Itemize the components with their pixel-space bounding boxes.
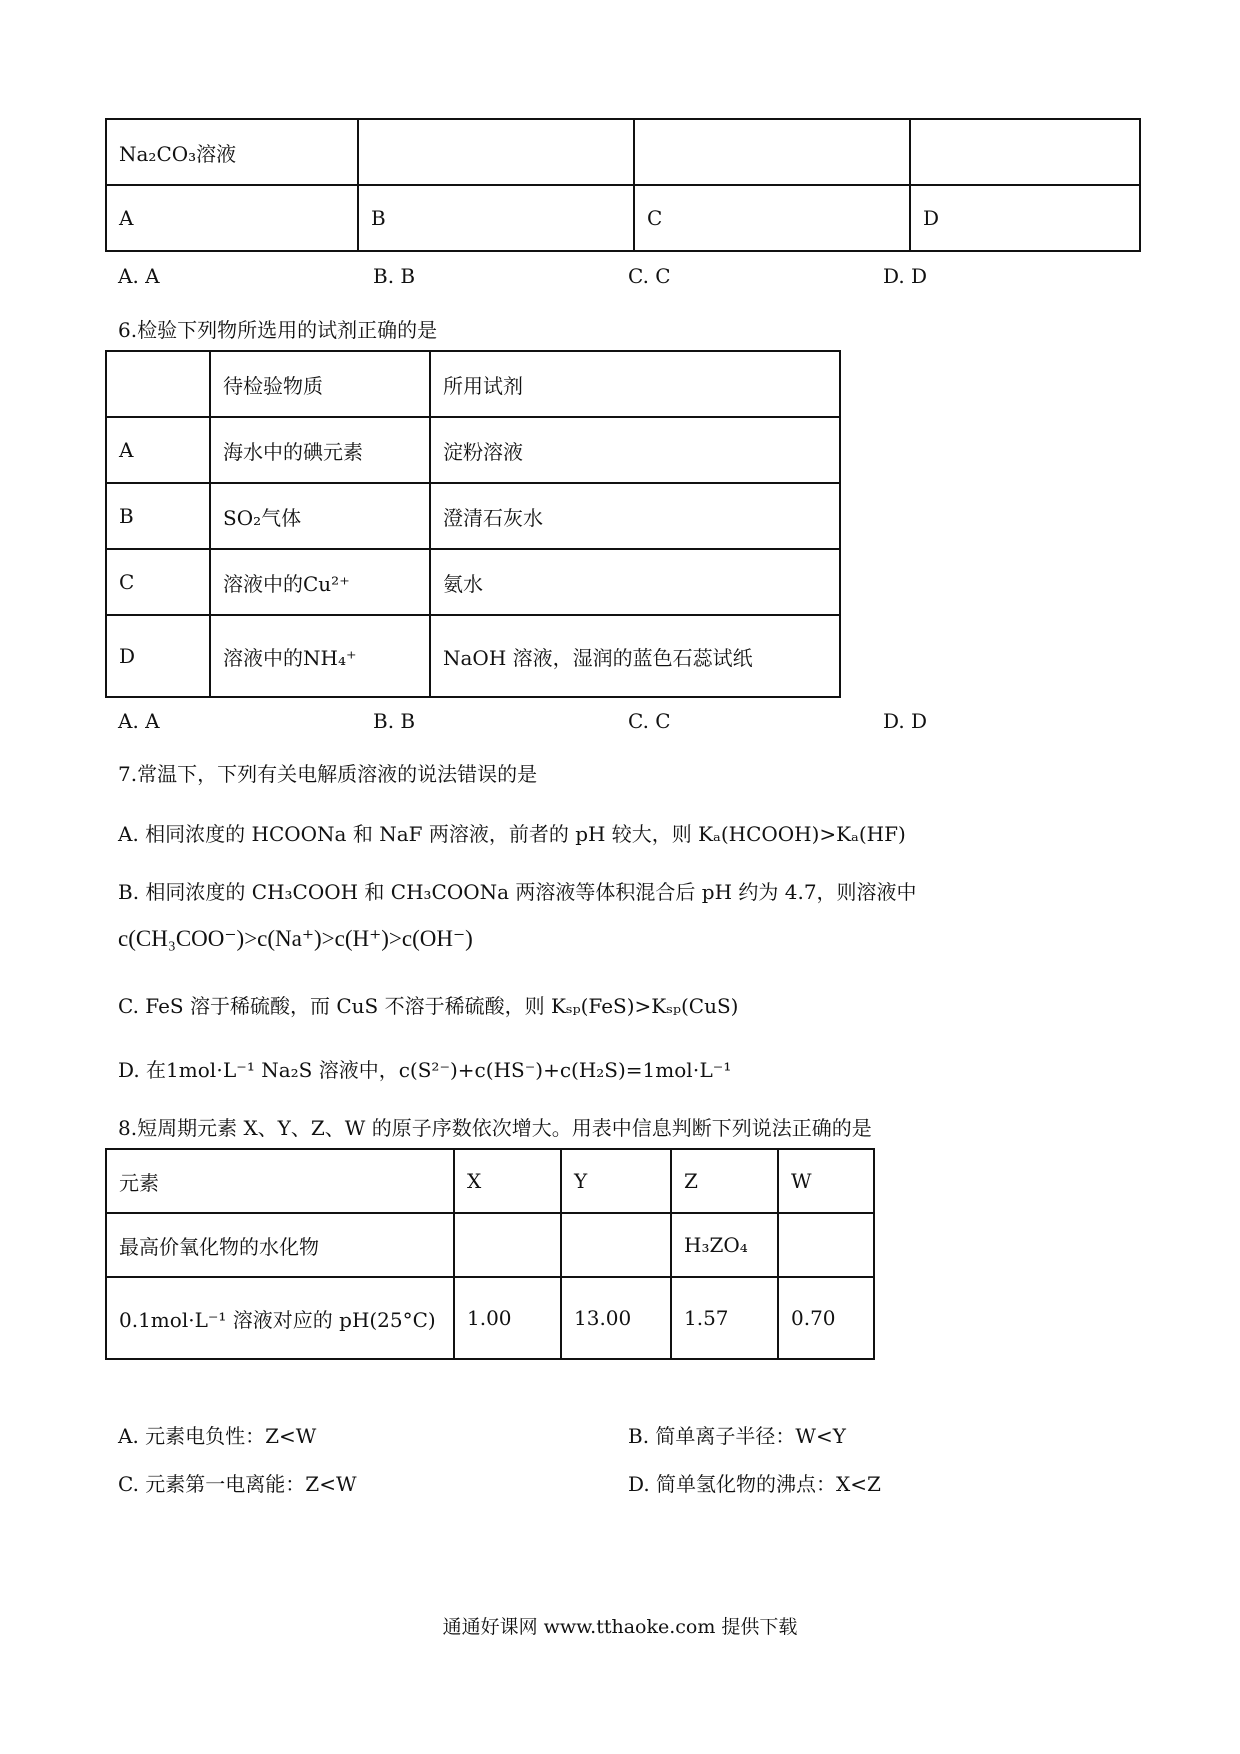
- q8-option-d[interactable]: D. 简单氢化物的沸点：X<Z: [628, 1472, 881, 1496]
- q8-header-cell: 元素: [106, 1149, 454, 1213]
- q6-cell: B: [106, 483, 210, 549]
- q6-cell: D: [106, 615, 210, 697]
- q5-cell: [634, 119, 910, 185]
- q6-cell: 澄清石灰水: [430, 483, 840, 549]
- q6-cell: 溶液中的NH₄⁺: [210, 615, 430, 697]
- q8-header-cell: Y: [561, 1149, 671, 1213]
- q6-header-cell: 所用试剂: [430, 351, 840, 417]
- q6-cell: C: [106, 549, 210, 615]
- q8-cell: 1.00: [454, 1277, 561, 1359]
- q5-cell: B: [358, 185, 634, 251]
- q8-cell: 0.70: [778, 1277, 874, 1359]
- q6-option-c[interactable]: C. C: [628, 709, 671, 733]
- q6-cell: 海水中的碘元素: [210, 417, 430, 483]
- q8-cell: 1.57: [671, 1277, 778, 1359]
- q5-table: [105, 118, 1141, 252]
- q8-header-cell: Z: [671, 1149, 778, 1213]
- q6-option-a[interactable]: A. A: [118, 709, 160, 733]
- q8-option-a[interactable]: A. 元素电负性：Z<W: [118, 1424, 317, 1448]
- q6-cell: A: [106, 417, 210, 483]
- q6-header-cell: 待检验物质: [210, 351, 430, 417]
- q8-header-cell: W: [778, 1149, 874, 1213]
- q5-cell: A: [106, 185, 358, 251]
- q8-cell: [778, 1213, 874, 1277]
- q7-option-b[interactable]: B. 相同浓度的 CH₃COOH 和 CH₃COONa 两溶液等体积混合后 pH 约为 4.7，则溶液中: [118, 880, 917, 904]
- q5-option-b[interactable]: B. B: [373, 264, 416, 288]
- q7-option-a[interactable]: A. 相同浓度的 HCOONa 和 NaF 两溶液，前者的 pH 较大，则 Kₐ(HCOOH)>Kₐ(HF): [118, 822, 906, 846]
- q7-option-d[interactable]: D. 在1mol⋅L⁻¹ Na₂S 溶液中，c(S²⁻)+c(HS⁻)+c(H₂S)=1mol⋅L⁻¹: [118, 1058, 732, 1082]
- q5-option-d[interactable]: D. D: [883, 264, 928, 288]
- q5-cell: Na₂CO₃溶液: [106, 119, 358, 185]
- q6-cell: SO₂气体: [210, 483, 430, 549]
- q7-option-b-formula: c(CH₃COO⁻)>c(Na⁺)>c(H⁺)>c(OH⁻): [118, 926, 473, 951]
- q6-cell: 溶液中的Cu²⁺: [210, 549, 430, 615]
- q8-cell: H₃ZO₄: [671, 1213, 778, 1277]
- q5-cell: [358, 119, 634, 185]
- q6-cell: 淀粉溶液: [430, 417, 840, 483]
- q6-option-b[interactable]: B. B: [373, 709, 416, 733]
- q7-option-c[interactable]: C. FeS 溶于稀硫酸，而 CuS 不溶于稀硫酸，则 Kₛₚ(FeS)>Kₛₚ(CuS): [118, 994, 739, 1018]
- q5-cell: D: [910, 185, 1140, 251]
- q8-stem: 8.短周期元素 X、Y、Z、W 的原子序数依次增大。用表中信息判断下列说法正确的是: [118, 1116, 872, 1140]
- q6-stem: 6.检验下列物所选用的试剂正确的是: [118, 318, 438, 342]
- q7-stem: 7.常温下，下列有关电解质溶液的说法错误的是: [118, 762, 538, 786]
- q5-cell: [910, 119, 1140, 185]
- q8-option-c[interactable]: C. 元素第一电离能：Z<W: [118, 1472, 357, 1496]
- q8-cell: 最高价氧化物的水化物: [106, 1213, 454, 1277]
- q8-cell: 0.1mol·L⁻¹ 溶液对应的 pH(25°C): [106, 1277, 454, 1359]
- q8-cell: [561, 1213, 671, 1277]
- q6-cell: 氨水: [430, 549, 840, 615]
- q6-option-d[interactable]: D. D: [883, 709, 928, 733]
- q5-cell: C: [634, 185, 910, 251]
- q6-table: [105, 350, 841, 698]
- q8-header-cell: X: [454, 1149, 561, 1213]
- q8-table: [105, 1148, 875, 1360]
- q5-option-c[interactable]: C. C: [628, 264, 671, 288]
- page-footer: 通通好课网 www.tthaoke.com 提供下载: [442, 1616, 798, 1638]
- q8-cell: [454, 1213, 561, 1277]
- q8-cell: 13.00: [561, 1277, 671, 1359]
- q8-option-b[interactable]: B. 简单离子半径：W<Y: [628, 1424, 846, 1448]
- q6-cell: NaOH 溶液，湿润的蓝色石蕊试纸: [430, 615, 840, 697]
- q5-option-a[interactable]: A. A: [118, 264, 160, 288]
- q6-header-cell: [106, 351, 210, 417]
